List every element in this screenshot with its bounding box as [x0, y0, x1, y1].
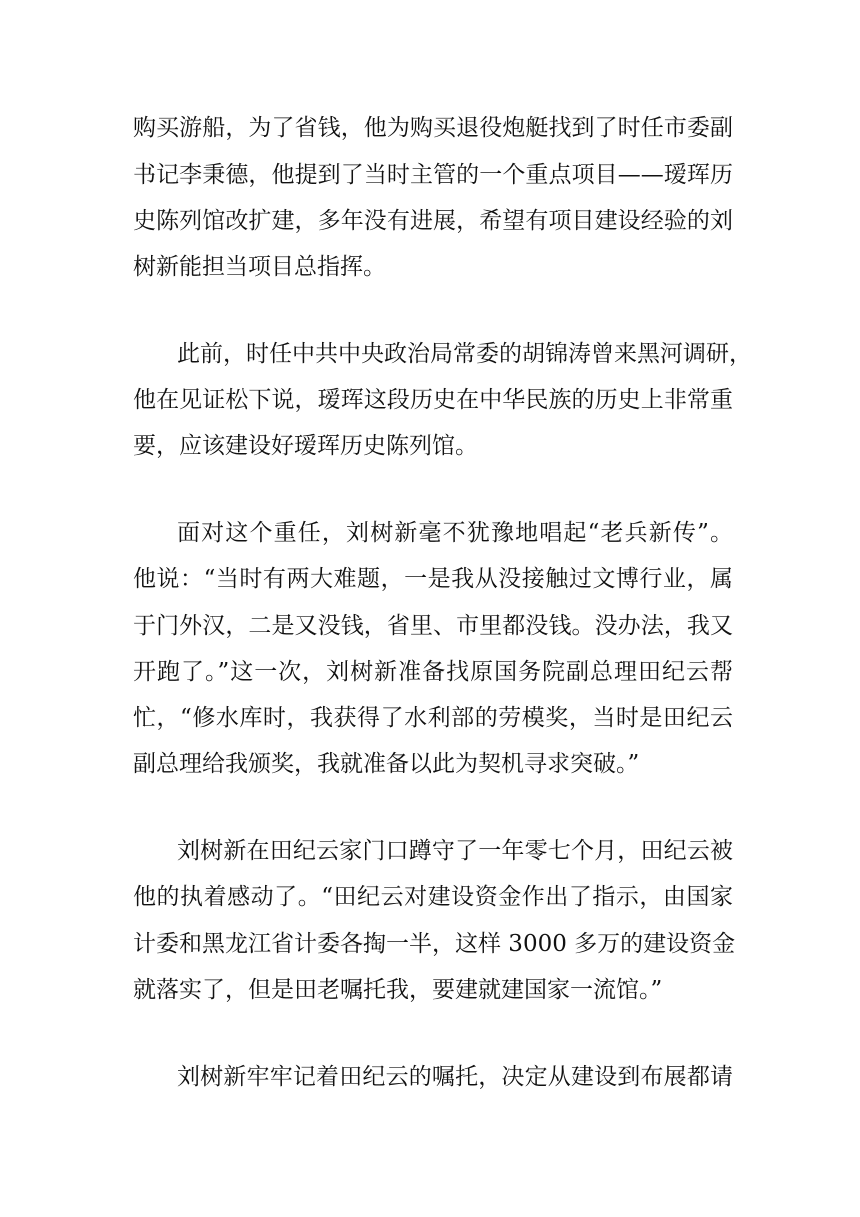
text-line: 计委和黑龙江省计委各掏一半，这样 3000 多万的建设资金: [133, 931, 736, 957]
text-line: 购买游船，为了省钱，他为购买退役炮艇找到了时任市委副: [133, 115, 733, 141]
text-line: 刘树新牢牢记着田纪云的嘱托，决定从建设到布展都请: [177, 1064, 733, 1090]
text-line: 副总理给我颁奖，我就准备以此为契机寻求突破。”: [133, 751, 640, 777]
text-line: 此前，时任中共中央政治局常委的胡锦涛曾来黑河调研，: [177, 341, 752, 367]
text-line: 就落实了，但是田老嘱托我，要建就建国家一流馆。”: [133, 977, 663, 1003]
text-line: 树新能担当项目总指挥。: [133, 254, 386, 280]
text-line: 他在见证松下说，瑷珲这段历史在中华民族的历史上非常重: [133, 387, 733, 413]
text-line: 书记李秉德，他提到了当时主管的一个重点项目——瑷珲历: [133, 162, 733, 188]
text-line: 面对这个重任，刘树新毫不犹豫地唱起“老兵新传”。: [177, 520, 733, 546]
text-line: 要，应该建设好瑷珲历史陈列馆。: [133, 433, 478, 459]
text-line: 于门外汉，二是又没钱，省里、市里都没钱。没办法，我又: [133, 613, 733, 639]
text-line: 忙，“修水库时，我获得了水利部的劳模奖，当时是田纪云: [133, 705, 733, 731]
text-line: 他说：“当时有两大难题，一是我从没接触过文博行业，属: [133, 566, 733, 592]
text-line: 刘树新在田纪云家门口蹲守了一年零七个月，田纪云被: [177, 838, 733, 864]
text-line: 他的执着感动了。“田纪云对建设资金作出了指示，由国家: [133, 884, 733, 910]
text-line: 开跑了。”这一次，刘树新准备找原国务院副总理田纪云帮: [133, 659, 733, 685]
text-line: 史陈列馆改扩建，多年没有进展，希望有项目建设经验的刘: [133, 208, 733, 234]
